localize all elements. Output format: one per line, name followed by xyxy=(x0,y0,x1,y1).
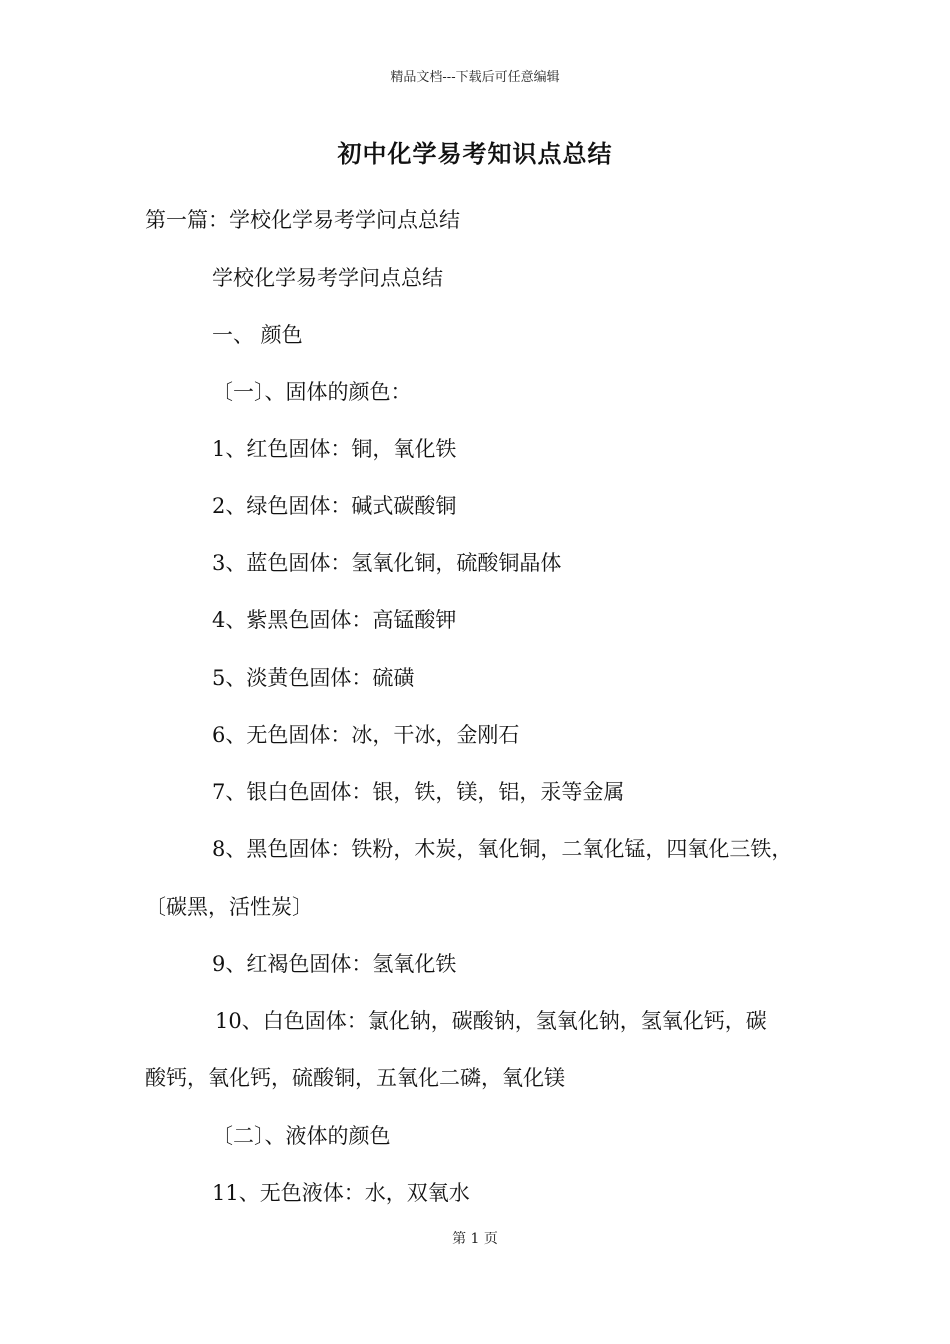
page-number: 第 1 页 xyxy=(452,1231,498,1247)
section-heading: 第一篇：学校化学易考学问点总结 xyxy=(145,208,460,232)
list-item: 7、银白色固体：银，铁，镁，铝，汞等金属 xyxy=(212,780,625,804)
list-item-continuation: 酸钙，氧化钙，硫酸铜，五氧化二磷，氧化镁 xyxy=(145,1066,565,1090)
list-item: 2、绿色固体：碱式碳酸铜 xyxy=(212,494,457,518)
subsection-liquid-colors: 〔二〕、液体的颜色 xyxy=(212,1124,391,1148)
list-item: 9、红褐色固体：氢氧化铁 xyxy=(212,952,457,976)
list-item: 1、红色固体：铜，氧化铁 xyxy=(212,437,457,461)
list-item: 4、紫黑色固体：高锰酸钾 xyxy=(212,608,457,632)
list-item: 5、淡黄色固体：硫磺 xyxy=(212,666,415,690)
subsection-solid-colors: 〔一〕、固体的颜色： xyxy=(212,380,412,404)
subheading: 学校化学易考学问点总结 xyxy=(212,266,443,290)
page-header: 精品文档---下载后可任意编辑 xyxy=(390,70,560,85)
list-item: 8、黑色固体：铁粉，木炭，氧化铜，二氧化锰，四氧化三铁， xyxy=(212,837,793,861)
list-heading-colors: 一、 颜色 xyxy=(212,323,303,347)
list-item: 6、无色固体：冰，干冰，金刚石 xyxy=(212,723,520,747)
list-item: 11、无色液体：水，双氧水 xyxy=(212,1181,470,1205)
list-item: 10、白色固体：氯化钠，碳酸钠，氢氧化钠，氢氧化钙，碳 xyxy=(215,1009,767,1033)
list-item-continuation: 〔碳黑，活性炭〕 xyxy=(145,895,313,919)
document-title: 初中化学易考知识点总结 xyxy=(337,139,613,168)
list-item: 3、蓝色固体：氢氧化铜，硫酸铜晶体 xyxy=(212,551,562,575)
